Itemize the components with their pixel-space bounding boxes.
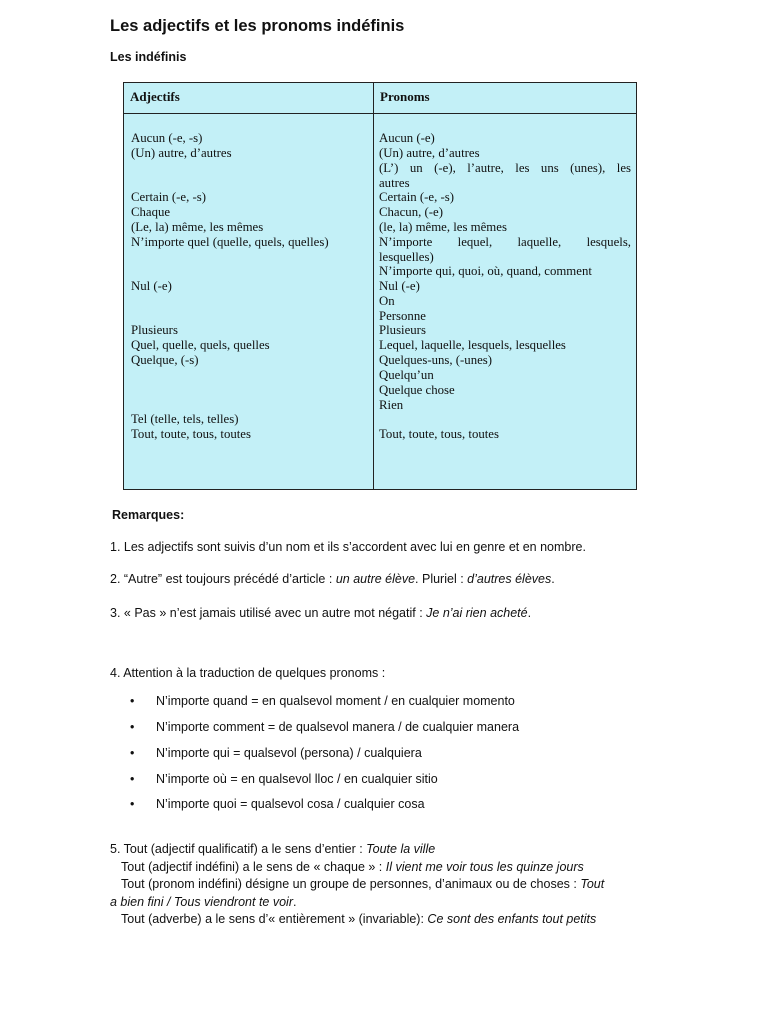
table-cell-pronom: (le, la) même, les mêmes bbox=[379, 220, 507, 234]
table-cell-pronom: Personne bbox=[379, 309, 426, 323]
table-cell-pronom: Aucun (-e) bbox=[379, 131, 435, 145]
table-cell-pronom: (L’) un (-e), l’autre, les uns (unes), les bbox=[379, 161, 631, 175]
bullet-icon: • bbox=[130, 746, 135, 760]
bullet-icon: • bbox=[130, 797, 135, 811]
table-cell-adjectif: Quel, quelle, quels, quelles bbox=[131, 338, 270, 352]
remark-5-line-4: a bien fini / Tous viendront te voir. bbox=[110, 895, 297, 909]
table-cell-pronom: N’importe lequel, laquelle, lesquels, bbox=[379, 235, 631, 249]
page-title: Les adjectifs et les pronoms indéfinis bbox=[110, 17, 405, 35]
table-cell-pronom: Quelqu’un bbox=[379, 368, 434, 382]
table-cell-pronom: N’importe qui, quoi, où, quand, comment bbox=[379, 264, 592, 278]
table-column-divider bbox=[373, 83, 374, 489]
table-cell-adjectif: Quelque, (-s) bbox=[131, 353, 199, 367]
remark-3: 3. « Pas » n’est jamais utilisé avec un autre mot négatif : Je n’ai rien acheté. bbox=[110, 606, 532, 620]
table-cell-pronom: lesquelles) bbox=[379, 250, 434, 264]
table-cell-adjectif: Aucun (-e, -s) bbox=[131, 131, 203, 145]
table-cell-adjectif: (Le, la) même, les mêmes bbox=[131, 220, 264, 234]
table-cell-adjectif: Plusieurs bbox=[131, 323, 178, 337]
bullet-icon: • bbox=[130, 720, 135, 734]
table-cell-pronom: Lequel, laquelle, lesquels, lesquelles bbox=[379, 338, 566, 352]
section-subtitle: Les indéfinis bbox=[110, 50, 187, 64]
table-cell-pronom: Nul (-e) bbox=[379, 279, 420, 293]
document-page: Les adjectifs et les pronoms indéfinis Les indéfinis Adjectifs Pronoms Aucun (-e, -s) (Un) autre, d’autres Certain (-e, -s) Chaque (Le, la) même, les mêmes N’importe quel (quelle, quels, quelles) Nul (-e) Plusieurs Quel, quelle, quels, quelles Quelque, (-s) Tel (telle, tels, telles) Tout, toute, tous, toutes Aucun (-e) (Un) autre, d’autres (L’) un (-e), l’autre, les uns (unes), les autres Certain (-e, -s) Chacun, (-e) (le, la) même, les mêmes N’importe lequel, laquelle, lesquels, lesquelles) N’importe qui, quoi, où, quand, comment Nul (-e) On Personne Plusieurs Lequel, laquelle, lesquels, lesquelles Quelques-uns, (-unes) Quelqu’un Quelque chose Rien Tout, toute, tous, toutes Remarques: 1. Les adjectifs sont suivis d’un nom et ils s’accordent avec lui en genre et en nombre. 2. “Autre” est toujours précédé d’article : un autre élève. Pluriel : d’autres élèves. 3. « Pas » n’est jamais utilisé avec un autre mot négatif : Je n’ai rien acheté. 4. Attention à la traduction de quelques pronoms : • N’importe quand = en qualsevol moment / en cualquier momento • N’importe comment = de qualsevol manera / de cualquier manera • N’importe qui = qualsevol (persona) / cualquiera • N’importe où = en qualsevol lloc / en cualquier sitio • N’importe quoi = qualsevol cosa / cualquier cosa 5. Tout (adjectif qualificatif) a le sens d’entier : Toute la ville Tout (adjectif indéfini) a le sens de « chaque » : Il vient me voir tous les quinze jours Tout (pronom indéfini) désigne un groupe de personnes, d’animaux ou de choses : Tout a bien fini / Tous viendront te voir. Tout (adverbe) a le sens d’« entièrement » (invariable): Ce sont des enfants tout petits bbox=[0, 0, 768, 1024]
remark-5-line-1: 5. Tout (adjectif qualificatif) a le sens d’entier : Toute la ville bbox=[110, 842, 436, 856]
remark-2: 2. “Autre” est toujours précédé d’article : un autre élève. Pluriel : d’autres élèves. bbox=[110, 572, 555, 586]
remark-5-line-5: Tout (adverbe) a le sens d’« entièrement » (invariable): Ce sont des enfants tout petits bbox=[121, 912, 597, 926]
table-cell-pronom: Quelque chose bbox=[379, 383, 455, 397]
table-cell-pronom: On bbox=[379, 294, 395, 308]
table-cell-pronom: Quelques-uns, (-unes) bbox=[379, 353, 493, 367]
table-cell-adjectif: (Un) autre, d’autres bbox=[131, 146, 232, 160]
remark-4: 4. Attention à la traduction de quelques pronoms : bbox=[110, 666, 386, 680]
table-cell-pronom: (Un) autre, d’autres bbox=[379, 146, 480, 160]
table-cell-pronom: Rien bbox=[379, 398, 404, 412]
remark-5-line-2: Tout (adjectif indéfini) a le sens de « chaque » : Il vient me voir tous les quinze jours bbox=[121, 860, 584, 874]
table-cell-adjectif: Tout, toute, tous, toutes bbox=[131, 427, 251, 441]
table-cell-adjectif: Tel (telle, tels, telles) bbox=[131, 412, 239, 426]
table-cell-pronom: Chacun, (-e) bbox=[379, 205, 443, 219]
table-cell-adjectif: Chaque bbox=[131, 205, 171, 219]
bullet-icon: • bbox=[130, 772, 135, 786]
table-header-divider bbox=[124, 113, 636, 114]
table-cell-pronom: Tout, toute, tous, toutes bbox=[379, 427, 499, 441]
table-header-pronoms: Pronoms bbox=[380, 89, 430, 104]
bullet-icon: • bbox=[130, 694, 135, 708]
remarks-heading: Remarques: bbox=[112, 508, 185, 522]
table-cell-adjectif: Nul (-e) bbox=[131, 279, 172, 293]
indefinites-table bbox=[123, 82, 637, 490]
table-cell-adjectif: Certain (-e, -s) bbox=[131, 190, 206, 204]
table-header-adjectifs: Adjectifs bbox=[130, 89, 180, 104]
table-cell-adjectif: N’importe quel (quelle, quels, quelles) bbox=[131, 235, 329, 249]
table-cell-pronom: Plusieurs bbox=[379, 323, 426, 337]
table-cell-pronom: autres bbox=[379, 176, 410, 190]
remark-1: 1. Les adjectifs sont suivis d’un nom et ils s’accordent avec lui en genre et en nombre. bbox=[110, 540, 586, 554]
table-cell-pronom: Certain (-e, -s) bbox=[379, 190, 454, 204]
remark-5-line-3: Tout (pronom indéfini) désigne un groupe de personnes, d’animaux ou de choses : Tout bbox=[121, 877, 605, 891]
